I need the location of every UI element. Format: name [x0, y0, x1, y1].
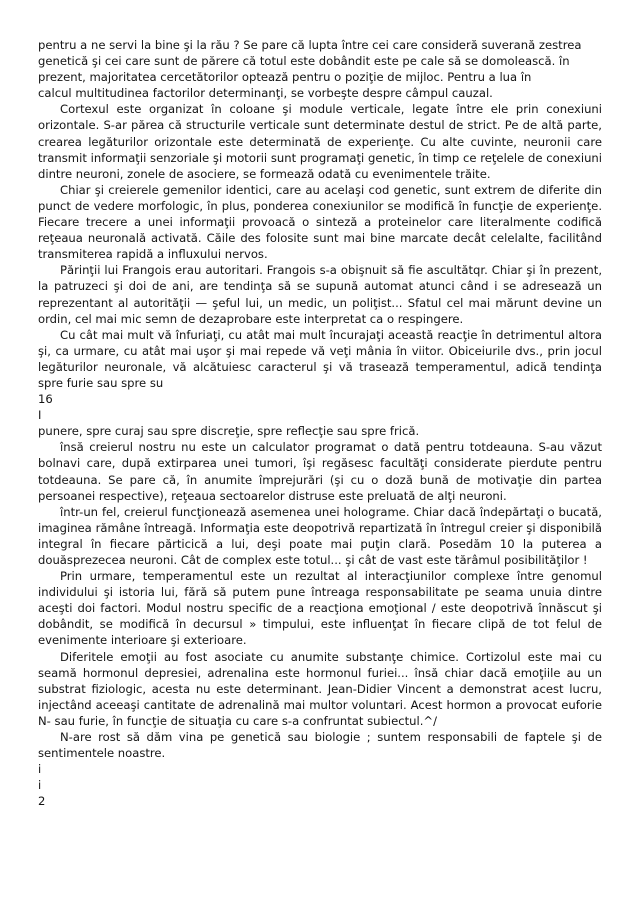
paragraph-hormones: Diferitele emoţii au fost asociate cu anumite substanţe chimice. Cortizolul este mai cu seamă hormonul depresiei, adrenalina este hormonul furiei... însă chiar dacă emoţiile au un substrat fiziologic, acesta nu este determinant. Jean-Didier Vincent a demonstrat acest lucru, injectând aceeaşi cantitate de adrenalină mai multor voluntari. Acest hormon a provocat euforie N- sau furie, în funcţie de situaţia cu care s-a confruntat subiectul.^/ [38, 649, 602, 728]
stray-mark: i [38, 778, 42, 793]
paragraph-cortex: Cortexul este organizat în coloane şi module verticale, legate între ele prin conexiuni orizontale. S-ar părea că structurile verticale sunt determinate destul de strict. Pe de altă parte, crearea legăturilor orizontale este determinată de experienţe. Cu alte cuvinte, neuronii care transmit informaţii senzoriale şi motorii sunt programaţi genetic, în timp ce reţelele de conexiuni dintre neuroni, zonele de asociere, se formează odată cu evenimentele trăite. [38, 102, 602, 181]
paragraph-hologram: într-un fel, creierul funcţionează asemenea unei holograme. Chiar dacă îndepărtaţi o bucată, imaginea rămâne întreagă. Informaţia este deopotrivă repartizată în întregul creier şi disponibilă integral în fiecare părticică a lui, deşi poate mai puţin clară. Posedăm 10 la puterea a douăsprezecea neuroni. Cât de complex este totul... şi cât de vast este tărâmul posibilităţilor ! [38, 504, 602, 567]
page-number: 16 [38, 392, 53, 407]
document-page [38, 37, 602, 810]
paragraph-causal-field: calcul multitudinea factorilor determinanţi, se vorbeşte despre câmpul cauzal. [38, 86, 493, 101]
paragraph-twins: Chiar şi creierele gemenilor identici, care au acelaşi cod genetic, sunt extrem de diferite din punct de vedere morfologic, în plus, ponderea conexiunilor se modifică în funcţie de experienţe. Fiecare trecere a unei informaţii provoacă o sinteză a proteinelor care literalmente codifică reţeaua neuronală activată. Căile des folosite sunt mai bine marcate decât celelalte, facilitând transmiterea rapidă a influxului nervos. [38, 182, 602, 262]
stray-mark: i [38, 762, 42, 777]
paragraph-temperament: Prin urmare, temperamentul este un rezultat al interacţiunilor complexe între genomul individului şi istoria lui, fără să putem pune întreaga responsabilitate pe seama unuia dintre aceşti doi factori. Modul nostru specific de a reacţiona emoţional / este deopotrivă înnăscut şi dobândit, se modifică în decursul » timpului, este influenţat în fiecare clipă de tot felul de evenimente interioare şi exterioare. [38, 569, 602, 648]
paragraph-continuation: punere, spre curaj sau spre discreţie, spre reflecţie sau spre frică. [38, 424, 420, 439]
paragraph-francois: Părinţii lui Frangois erau autoritari. Frangois s-a obişnuit să fie ascultătqr. Chiar şi în prezent, la patruzeci şi doi de ani, are tendinţa să se supună automat atunci când i se adresează un reprezentant al autorităţii — şeful lui, un medic, un poliţist... Sfatul cel mai mărunt devine un ordin, cel mai mic semn de dezaprobare este interpretat ca o respingere. [38, 263, 602, 326]
paragraph-intro: pentru a ne servi la bine şi la rău ? Se pare că lupta între cei care consideră suverană zestrea genetică şi cei care sunt de părere că totul este dobândit este pe cale să se domolească. în prezent, majoritatea cercetătorilor optează pentru o poziţie de mijloc. Pentru a lua în [38, 38, 582, 85]
stray-mark: 2 [38, 794, 46, 809]
paragraph-responsibility: N-are rost să dăm vina pe genetică sau biologie ; suntem responsabili de faptele şi de sentimentele noastre. [38, 730, 602, 761]
stray-mark: I [38, 408, 42, 423]
paragraph-anger: Cu cât mai mult vă înfuriaţi, cu atât mai mult încurajaţi această reacţie în detrimentul altora şi, ca urmare, cu atât mai uşor şi mai repede vă veţi mânia în viitor. Obiceiurile dvs., prin jocul legăturilor neuronale, vă alcătuiesc caracterul şi vă trasează temperamentul, adică tendinţa spre furie sau spre su [38, 327, 602, 390]
paragraph-brain-recovery: însă creierul nostru nu este un calculator programat o dată pentru totdeauna. S-au văzut bolnavi care, după extirparea unei tumori, îşi regăsesc facultăţi considerate pierdute pentru totdeauna. Se pare că, în anumite împrejurări (şi cu o doză bună de motivaţie din partea persoanei respective), reţeaua sectoarelor distruse este preluată de alţi neuroni. [38, 440, 602, 503]
